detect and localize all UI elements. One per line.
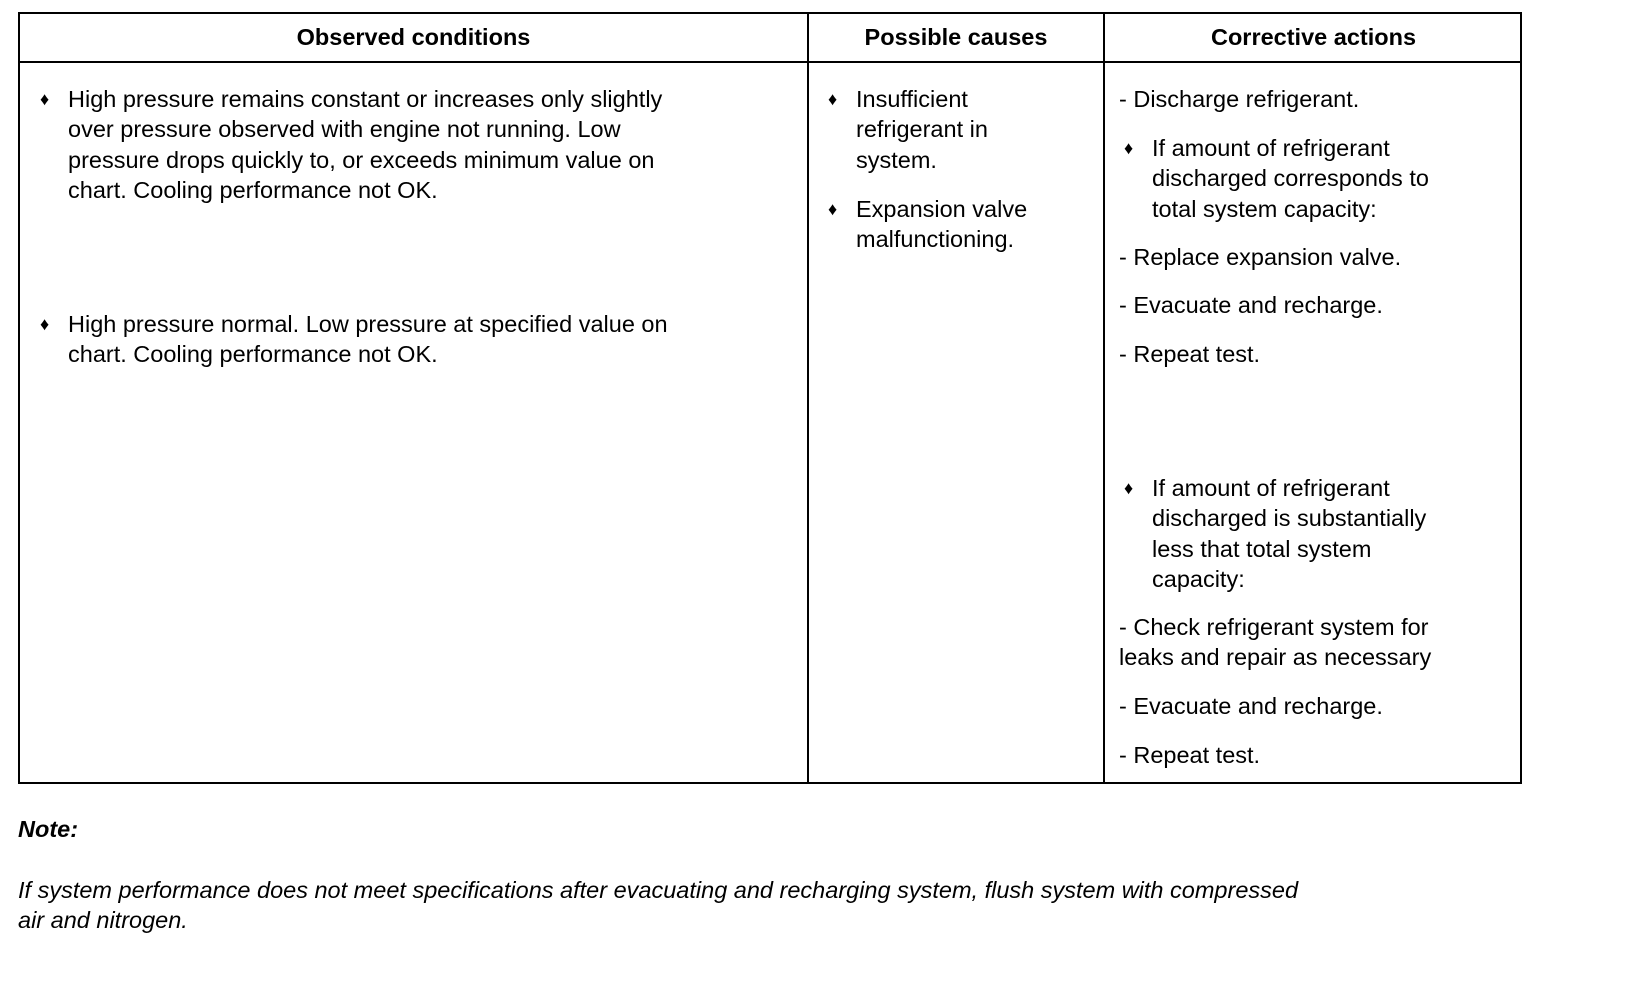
possible-cause-1-line: system.	[856, 146, 937, 173]
observed-condition-1-line: over pressure observed with engine not running. Low	[68, 116, 621, 143]
action-condition-line: If amount of refrigerant	[1152, 475, 1390, 501]
note-text-line: If system performance does not meet specifications after evacuating and recharging system, flush system with compressed	[18, 877, 1299, 903]
header-possible-causes: Possible causes	[864, 24, 1048, 50]
diamond-bullet-icon: ♦	[828, 199, 838, 219]
action-replace-expansion-valve: - Replace expansion valve.	[1119, 244, 1402, 270]
header-corrective-actions: Corrective actions	[1210, 24, 1417, 50]
action-evacuate-recharge-2: - Evacuate and recharge.	[1119, 693, 1383, 719]
possible-cause-1-line: refrigerant in	[856, 116, 988, 143]
diamond-bullet-icon: ♦	[40, 89, 50, 109]
header-observed-conditions: Observed conditions	[296, 24, 531, 50]
action-condition-line: total system capacity:	[1152, 195, 1377, 222]
diamond-bullet-icon: ♦	[1124, 478, 1134, 498]
action-condition-line: discharged corresponds to	[1152, 165, 1429, 192]
action-condition-line: capacity:	[1152, 565, 1245, 592]
observed-condition-2-line: High pressure normal. Low pressure at specified value on	[68, 311, 668, 337]
action-condition-line: If amount of refrigerant	[1152, 135, 1390, 161]
action-check-leaks-line: - Check refrigerant system for	[1119, 614, 1429, 640]
possible-cause-2-line: Expansion valve	[856, 196, 1028, 222]
possible-cause-2-line: malfunctioning.	[856, 226, 1015, 253]
action-evacuate-recharge-1: - Evacuate and recharge.	[1119, 292, 1383, 318]
action-check-leaks	[1119, 612, 1431, 673]
action-condition-line: discharged is substantially	[1152, 505, 1427, 532]
column-divider-1	[807, 14, 809, 782]
observed-condition-1-line: chart. Cooling performance not OK.	[68, 176, 438, 203]
action-condition-line: less that total system	[1152, 535, 1372, 562]
note-text-line: air and nitrogen.	[18, 907, 188, 934]
troubleshooting-table	[18, 12, 1522, 784]
action-repeat-test-2: - Repeat test.	[1119, 742, 1261, 768]
note-label: Note:	[18, 816, 79, 842]
column-divider-2	[1103, 14, 1105, 782]
note-text	[18, 875, 1298, 936]
observed-condition-2-line: chart. Cooling performance not OK.	[68, 341, 438, 368]
possible-cause-1-line: Insufficient	[856, 86, 968, 112]
header-divider	[20, 61, 1520, 63]
observed-condition-1-line: pressure drops quickly to, or exceeds minimum value on	[68, 146, 655, 173]
action-discharge-refrigerant: - Discharge refrigerant.	[1119, 86, 1360, 112]
diamond-bullet-icon: ♦	[1124, 138, 1134, 158]
diamond-bullet-icon: ♦	[828, 89, 838, 109]
action-repeat-test-1: - Repeat test.	[1119, 341, 1261, 367]
diamond-bullet-icon: ♦	[40, 314, 50, 334]
action-check-leaks-line: leaks and repair as necessary	[1119, 644, 1432, 671]
observed-condition-1-line: High pressure remains constant or increases only slightly	[68, 86, 663, 112]
